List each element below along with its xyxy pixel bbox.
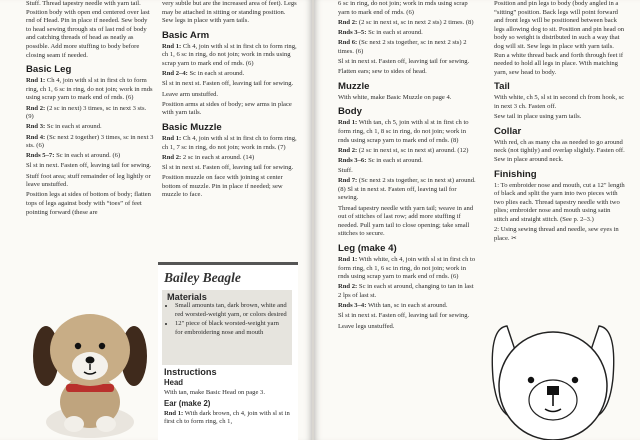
body-rnd-2: Rnd 2: (2 sc in next st, sc in next st) around. (12): [338, 146, 469, 154]
left-page: [0, 0, 312, 440]
arm-position: Position arms at sides of body; sew arms in place with yarn tails.: [162, 100, 292, 117]
sidebar-divider: [158, 262, 298, 265]
leg-rnds-3-4-beagle: Rnds 3–4: With tan, sc in each st around.: [338, 302, 448, 310]
ear-flatten: Flatten ears; sew to sides of head.: [338, 68, 427, 76]
instructions-heading: Instructions: [164, 367, 217, 377]
leg-rnd-3: Rnd 3: Sc in each st around.: [26, 123, 102, 131]
head-text: With tan, make Basic Head on page 3.: [164, 388, 265, 396]
ear-fasten-off: Sl st in next st. Fasten off, leaving tail for sewing.: [338, 57, 470, 65]
muzzle-rnd-1: Rnd 1: Ch 4, join with sl st in first ch to form ring, ch 1, 7 sc in ring, do not join; work in rnds. (7): [162, 134, 297, 151]
end-mark-icon: ✂: [511, 234, 517, 242]
assembly-text: Position and pin legs to body (body angled in a “sitting” position. Back legs will point forward and front legs will be positioned between back legs allowing dog to sit. Position and pin head on body so weight is distributed in such a way that dog will sit. Sew legs in place with yarn tails. Run a white thread back and forth through feet if needed to hold all legs in place. With matching yarn, sew head to body.: [494, 0, 625, 76]
leg-rnd-1-beagle: Rnd 1: With white, ch 4, join with sl st in first ch to form ring, ch 1, 6 sc in ring, do not join; work in rnds using scrap yarn to mark end of rnds. (6): [338, 256, 476, 281]
leg-rnds-5-7: Rnds 5–7: Sc in each st around. (6): [26, 152, 121, 160]
ear-heading: Ear (make 2): [164, 399, 211, 409]
arm-fasten-off: Sl st in next st. Fasten off, leaving tail for sewing.: [162, 80, 294, 88]
material-item: • 12" piece of black worsted-weight yarn for embroidering nose and mouth: [175, 320, 287, 337]
finishing-step-2: 2: Using sewing thread and needle, sew eyes in place. ✂: [494, 226, 619, 242]
leg-fasten-off: Sl st in next. Fasten off, leaving tail for sewing.: [26, 162, 152, 170]
muzzle-heading: Muzzle: [338, 80, 370, 92]
tail-heading: Tail: [494, 81, 510, 93]
basic-leg-heading: Basic Leg: [26, 64, 72, 76]
leg-stuff-note: Stuff foot area; stuff remainder of leg lightly or leave unstuffed.: [26, 172, 151, 189]
finishing-heading: Finishing: [494, 168, 537, 180]
ear-rnd-2: Rnd 2: (2 sc in next st, sc in next 2 sts) 2 times. (8): [338, 18, 474, 26]
collar-text: With red, ch as many chs as needed to go around neck (not tightly) and overlap slightly. Fasten off. Sew in place around neck.: [494, 138, 625, 163]
leg-rnd-2-beagle: Rnd 2: Sc in each st around, changing to tan in last 2 lps of last st.: [338, 283, 474, 299]
muzzle-fasten-off: Sl st in next st. Fasten off, leaving tail for sewing.: [162, 163, 294, 171]
tail-text: With white, ch 5, sl st in second ch from hook, sc in next 3 ch. Fasten off.: [494, 94, 625, 110]
left-column-1: [26, 0, 154, 219]
materials-box: [162, 290, 292, 365]
muzzle-rnd-2: Rnd 2: 2 sc in each st around. (14): [162, 153, 255, 161]
materials-list: [167, 302, 287, 337]
tail-sew: Sew tail in place using yarn tails.: [494, 113, 582, 121]
body-sew-instructions: Stuff. Thread tapestry needle with yarn tail. Position body with open end centered over last rnd of Head. Pin in place if needed. Sew body to head sewing through sts of last rnd of body and catching threads of head as neatly as possible. Add more stuffing to body before closing seam if needed.: [26, 0, 150, 59]
ear-rnds-3-5: Rnds 3–5: Sc in each st around.: [338, 28, 423, 36]
leg-rnd-2: Rnd 2: (2 sc in next) 3 times, sc in next 3 sts. (9): [26, 104, 147, 121]
body-rnds-3-6: Rnds 3–6: Sc in each st around.: [338, 156, 423, 164]
bailey-beagle-sidebar: [158, 262, 298, 440]
leg-fasten-off-beagle: Sl st in next st. Fasten off, leaving tail for sewing.: [338, 312, 470, 320]
right-column-2: [494, 0, 626, 245]
body-heading: Body: [338, 106, 362, 118]
body-rnd-7: Rnd 7: (Sc next 2 sts together, sc in next st) around. (8) Sl st in next st. Fasten off, leaving tail for sewing.: [338, 177, 476, 202]
left-column-2: [162, 0, 298, 201]
muzzle-text: With white, make Basic Muzzle on page 4.: [338, 93, 452, 101]
leg-rnd-1: Rnd 1: Ch 4, join with sl st in first ch to form ring, ch 1, 6 sc in ring, do not join; work in rnds using scrap yarn to mark end of rnds. (6): [26, 77, 153, 102]
leg-position-note: Position legs at sides of bottom of body; flatten tops of legs against body with “toes” of feet pointing forward (these are: [26, 191, 151, 216]
arm-rnd-1: Rnd 1: Ch 4, join with sl st in first ch to form ring, ch 1, 6 sc in ring, do not join; work in rnds using scrap yarn to mark end of rnds. (6): [162, 42, 297, 67]
arm-rnd-2-4: Rnd 2–4: Sc in each st around.: [162, 70, 245, 78]
beagle-amigurumi-photo: [26, 290, 154, 440]
leg-continued: very subtle but are the increased area of feet). Legs may be attached in sitting or standing position. Sew legs in place with yarn tails.: [162, 0, 297, 25]
leg-unstuffed: Leave legs unstuffed.: [338, 322, 395, 330]
collar-heading: Collar: [494, 125, 522, 137]
body-rnd-1: Rnd 1: With tan, ch 5, join with sl st in first ch to form ring, ch 1, 8 sc in ring, do not join; work in rnds using scrap yarn to mark end of rnds. (8): [338, 119, 469, 144]
leg-heading: Leg (make 4): [338, 243, 397, 254]
ear-rnd-1: Rnd 1: With dark brown, ch 4, join with sl st in first ch to form ring, ch 1,: [164, 409, 290, 426]
pattern-title: Bailey Beagle: [164, 270, 241, 285]
ear-rnd-6: Rnd 6: (Sc next 2 sts together, sc in next 2 sts) 2 times. (6): [338, 39, 467, 55]
instructions-section: [164, 368, 294, 427]
muzzle-position: Position muzzle on face with joining st center bottom of muzzle. Pin in place if needed; sew muzzle to face.: [162, 174, 283, 199]
arm-unstuffed: Leave arm unstuffed.: [162, 90, 219, 98]
body-stuff: Stuff.: [338, 167, 353, 175]
finishing-step-1: 1: To embroider nose and mouth, cut a 12" length of black and split the yarn into two pieces with two plies each. Thread tapestry needle with two plies; embroider nose and mouth using satin stitch and straight stitch. (See p. 2–3.): [494, 181, 625, 223]
basic-muzzle-heading: Basic Muzzle: [162, 121, 222, 133]
basic-arm-heading: Basic Arm: [162, 29, 210, 41]
right-page: [314, 0, 640, 440]
face-embroidery-diagram: [487, 268, 619, 440]
materials-heading: Materials: [167, 292, 207, 302]
ear-continued: 6 sc in ring, do not join; work in rnds using scrap yarn to mark end of rnds. (6): [338, 0, 468, 16]
right-column-1: [338, 0, 478, 333]
leg-rnd-4: Rnd 4: (Sc next 2 together) 3 times, sc in next 3 sts. (6): [26, 133, 154, 150]
material-item: • Small amounts tan, dark brown, white and red worsted-weight yarn, or colors desired: [175, 302, 287, 319]
head-heading: Head: [164, 378, 184, 388]
body-thread-note: Thread tapestry needle with yarn tail; weave in and out of stitches of last row; add more stuffing if needed. Pull yarn tail to close opening; take small stitches to secure.: [338, 204, 474, 238]
